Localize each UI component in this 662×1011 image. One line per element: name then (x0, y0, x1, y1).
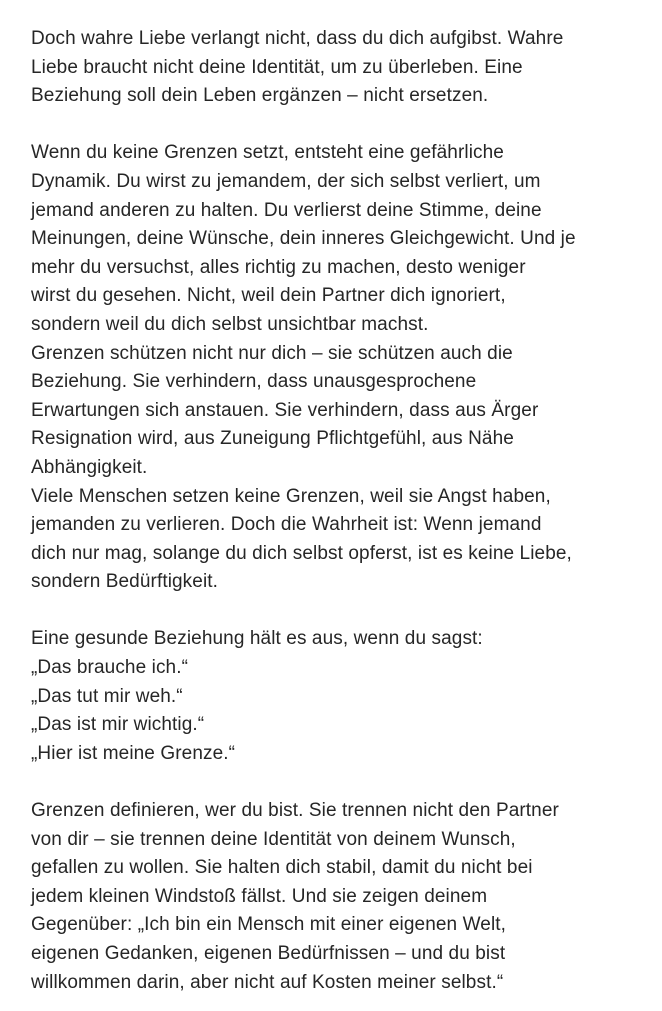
intro-paragraph (31, 25, 632, 111)
text-line: Liebe braucht nicht deine Identität, um zu überleben. Eine (31, 56, 523, 78)
text-line: Grenzen schützen nicht nur dich – sie schützen auch die (31, 342, 513, 364)
text-line: eigenen Gedanken, eigenen Bedürfnissen – und du bist (31, 943, 506, 964)
text-line: Wenn du keine Grenzen setzt, entsteht eine gefährliche (31, 142, 504, 164)
text-line: wirst du gesehen. Nicht, weil dein Partner dich ignoriert, (31, 285, 506, 307)
text-line: dich nur mag, solange du dich selbst opferst, ist es keine Liebe, (31, 542, 572, 564)
text-line: „Das ist mir wichtig.“ (31, 714, 205, 736)
text-line: jedem kleinen Windstoß fällst. Und sie zeigen deinem (31, 885, 488, 907)
text-line: jemand anderen zu halten. Du verlierst deine Stimme, deine (31, 199, 542, 221)
text-line: Doch wahre Liebe verlangt nicht, dass du dich aufgibst. Wahre (31, 28, 564, 49)
text-line: Eine gesunde Beziehung hält es aus, wenn du sagst: (31, 628, 483, 650)
text-line: Meinungen, deine Wünsche, dein inneres Gleichgewicht. Und je (31, 228, 576, 250)
text-line: jemanden zu verlieren. Doch die Wahrheit ist: Wenn jemand (31, 514, 542, 536)
text-line: „Das brauche ich.“ (31, 657, 189, 679)
text-line: Beziehung. Sie verhindern, dass unausgesprochene (31, 371, 477, 393)
text-line: von dir – sie trennen deine Identität von deinem Wunsch, (31, 828, 516, 850)
text-body (31, 25, 632, 997)
text-line: mehr du versuchst, alles richtig zu machen, desto weniger (31, 256, 526, 278)
text-line: Dynamik. Du wirst zu jemandem, der sich selbst verliert, um (31, 170, 541, 192)
text-line: Gegenüber: „Ich bin ein Mensch mit einer eigenen Welt, (31, 914, 507, 936)
grenzen-definieren-paragraph (31, 797, 632, 997)
text-line: sondern weil du dich selbst unsichtbar machst. (31, 313, 429, 335)
text-line: „Das tut mir weh.“ (31, 685, 183, 707)
grenzen-dynamik-paragraph (31, 139, 632, 597)
text-line: Viele Menschen setzen keine Grenzen, weil sie Angst haben, (31, 485, 551, 507)
text-line: „Hier ist meine Grenze.“ (31, 742, 236, 764)
text-line: Grenzen definieren, wer du bist. Sie trennen nicht den Partner (31, 800, 559, 822)
text-line: Erwartungen sich anstauen. Sie verhindern, dass aus Ärger (31, 399, 539, 421)
text-line: Abhängigkeit. (31, 456, 148, 478)
text-line: willkommen darin, aber nicht auf Kosten meiner selbst.“ (31, 971, 504, 993)
text-line: sondern Bedürftigkeit. (31, 571, 219, 593)
text-line: Beziehung soll dein Leben ergänzen – nicht ersetzen. (31, 85, 489, 107)
gesunde-beziehung-paragraph (31, 625, 632, 768)
text-line: gefallen zu wollen. Sie halten dich stabil, damit du nicht bei (31, 857, 533, 879)
text-line: Resignation wird, aus Zuneigung Pflichtgefühl, aus Nähe (31, 428, 514, 450)
